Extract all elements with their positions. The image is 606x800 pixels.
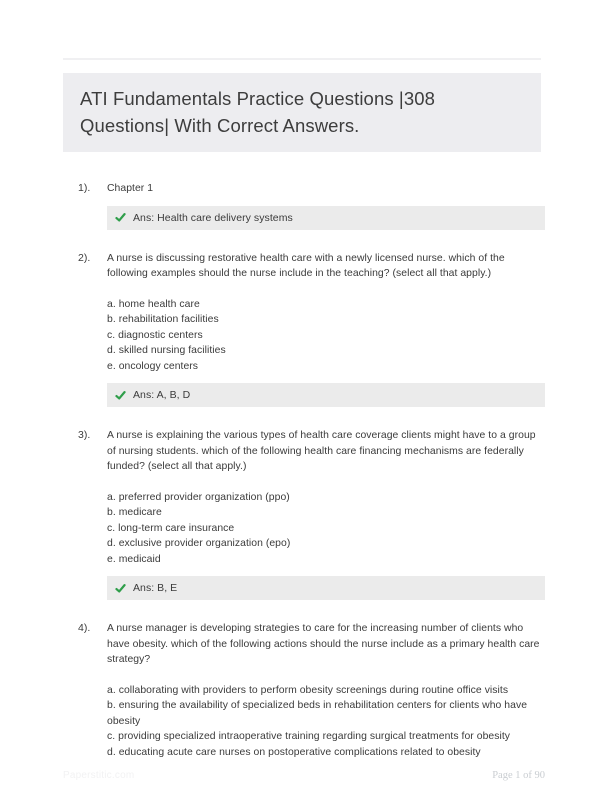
document-title-box — [63, 73, 541, 152]
question-body — [107, 428, 545, 600]
options-list — [107, 490, 545, 568]
question-block — [63, 181, 545, 230]
option-line: d. educating acute care nurses on postoperative complications related to obesity — [107, 746, 481, 758]
question-block — [63, 428, 545, 600]
question-body — [107, 251, 545, 408]
option-line: e. oncology centers — [107, 360, 199, 372]
option-line: a. home health care — [107, 298, 200, 310]
check-icon — [115, 212, 126, 223]
question-number: 1). — [78, 182, 91, 194]
question-text: A nurse is explaining the various types of health care coverage clients might have to a group of nursing students. which of the following health care financing mechanisms are federally funded? (select all that apply.) — [107, 430, 536, 472]
question-text: Chapter 1 — [107, 183, 154, 194]
question-body — [107, 621, 545, 760]
answer-box — [107, 576, 545, 600]
question-text: A nurse manager is developing strategies to care for the increasing number of clients who have obesity. which of the following actions should the nurse include as a primary health care strategy? — [107, 623, 540, 665]
option-line: b. medicare — [107, 507, 162, 518]
page-footer — [63, 770, 545, 781]
answer-box — [107, 383, 545, 407]
option-line: d. exclusive provider organization (epo) — [107, 538, 291, 549]
options-list — [107, 683, 545, 761]
option-line: c. providing specialized intraoperative training regarding surgical treatments for obesity — [107, 731, 511, 742]
option-line: c. diagnostic centers — [107, 329, 203, 341]
option-line: e. medicaid — [107, 553, 161, 565]
option-line: b. rehabilitation facilities — [107, 314, 219, 325]
option-line: c. long-term care insurance — [107, 522, 235, 534]
check-icon — [115, 583, 126, 594]
check-icon — [115, 390, 126, 401]
question-block — [63, 621, 545, 760]
question-number: 3). — [78, 429, 91, 441]
question-text: A nurse is discussing restorative health care with a newly licensed nurse. which of the following examples should the nurse include in the teaching? (select all that apply.) — [107, 252, 505, 279]
option-line: a. collaborating with providers to perform obesity screenings during routine office visits — [107, 684, 509, 696]
top-divider — [63, 58, 541, 60]
question-number: 4). — [78, 622, 91, 634]
option-line: d. skilled nursing facilities — [107, 345, 226, 356]
answer-box — [107, 206, 545, 230]
question-number: 2). — [78, 251, 91, 264]
option-line: b. ensuring the availability of specialized beds in rehabilitation centers for clients who have obesity — [107, 700, 528, 727]
page-number: Page 1 of 90 — [492, 770, 545, 781]
document-title: ATI Fundamentals Practice Questions |308 Questions| With Correct Answers. — [80, 88, 435, 136]
watermark: Paperstitic.com — [63, 770, 135, 781]
questions-list — [63, 152, 545, 760]
answer-text: Ans: B, E — [133, 582, 178, 594]
answer-text: Ans: Health care delivery systems — [133, 211, 293, 224]
options-list — [107, 297, 545, 375]
question-block — [63, 251, 545, 408]
answer-text: Ans: A, B, D — [133, 389, 191, 401]
question-body — [107, 181, 545, 230]
option-line: a. preferred provider organization (ppo) — [107, 491, 290, 503]
